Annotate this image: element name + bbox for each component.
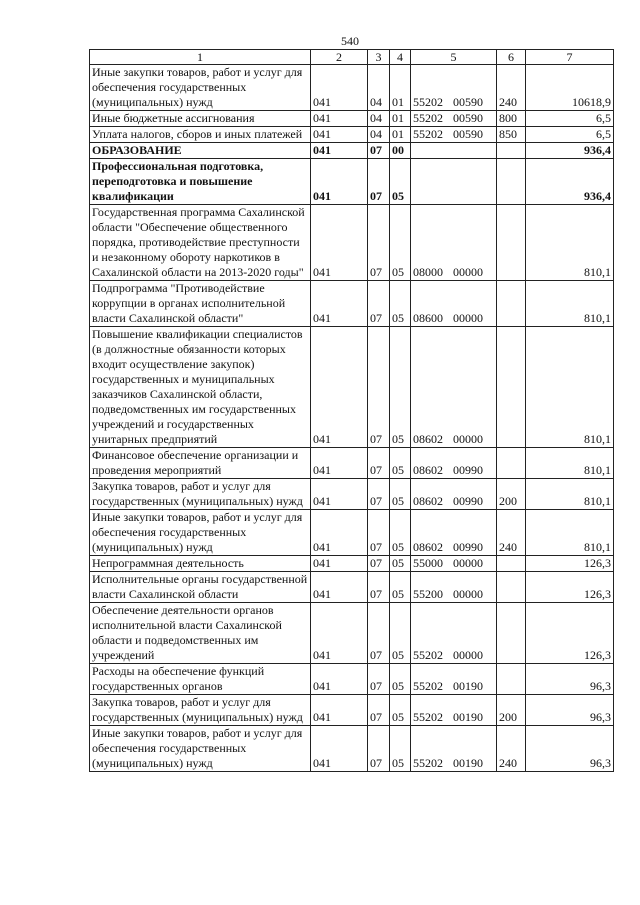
admin-code: 041 (311, 726, 368, 772)
admin-code: 041 (311, 281, 368, 327)
table-row (90, 65, 614, 111)
table-row (90, 205, 614, 281)
admin-code: 041 (311, 603, 368, 664)
section-code: 04 (368, 65, 390, 111)
target-code-part2: 00190 (453, 756, 483, 770)
table-row (90, 448, 614, 479)
amount: 6,5 (526, 111, 614, 127)
target-code-part1: 08600 (413, 311, 443, 325)
expense-type-code (497, 159, 526, 205)
admin-code: 041 (311, 327, 368, 448)
target-code-part2: 00190 (453, 710, 483, 724)
target-article-code (411, 556, 497, 572)
table-row (90, 726, 614, 772)
target-code-part1: 08602 (413, 432, 443, 446)
target-article-code (411, 603, 497, 664)
subsection-code: 05 (390, 695, 411, 726)
row-name: Иные закупки товаров, работ и услуг для обеспечения государственных (муниципальных) нужд (90, 65, 311, 111)
table-row (90, 111, 614, 127)
admin-code: 041 (311, 205, 368, 281)
expense-type-code (497, 572, 526, 603)
row-name: Исполнительные органы государственной власти Сахалинской области (90, 572, 311, 603)
expense-type-code: 240 (497, 65, 526, 111)
target-article-code (411, 143, 497, 159)
expense-type-code: 850 (497, 127, 526, 143)
section-code: 07 (368, 205, 390, 281)
target-article-code (411, 111, 497, 127)
target-article-code (411, 479, 497, 510)
budget-table (89, 49, 614, 772)
target-code-part1: 55202 (413, 648, 443, 662)
subsection-code: 05 (390, 479, 411, 510)
subsection-code: 01 (390, 65, 411, 111)
expense-type-code (497, 603, 526, 664)
target-code-part1: 08602 (413, 463, 443, 477)
header-row (90, 50, 614, 65)
section-code: 07 (368, 726, 390, 772)
table-row (90, 572, 614, 603)
target-article-code (411, 448, 497, 479)
row-name: Подпрограмма "Противодействие коррупции в органах исполнительной власти Сахалинской области" (90, 281, 311, 327)
table-row (90, 127, 614, 143)
target-article-code (411, 127, 497, 143)
page-number: 540 (341, 34, 359, 48)
target-article-code (411, 695, 497, 726)
target-code-part1: 08602 (413, 540, 443, 554)
section-code: 04 (368, 111, 390, 127)
subsection-code: 05 (390, 205, 411, 281)
admin-code: 041 (311, 479, 368, 510)
subsection-code: 05 (390, 159, 411, 205)
row-name: Финансовое обеспечение организации и проведения мероприятий (90, 448, 311, 479)
header-cell: 1 (90, 50, 311, 65)
subsection-code: 05 (390, 510, 411, 556)
target-code-part1: 55202 (413, 679, 443, 693)
amount: 810,1 (526, 510, 614, 556)
table-row (90, 603, 614, 664)
expense-type-code (497, 327, 526, 448)
row-name: Обеспечение деятельности органов исполнительной власти Сахалинской области и подведомственных им учреждений (90, 603, 311, 664)
header-cell: 3 (368, 50, 390, 65)
target-code-part2: 00590 (453, 127, 483, 141)
row-name: Расходы на обеспечение функций государственных органов (90, 664, 311, 695)
subsection-code: 05 (390, 281, 411, 327)
target-article-code (411, 159, 497, 205)
admin-code: 041 (311, 664, 368, 695)
row-name: Закупка товаров, работ и услуг для государственных (муниципальных) нужд (90, 479, 311, 510)
table-row (90, 479, 614, 510)
target-article-code (411, 65, 497, 111)
table-row (90, 664, 614, 695)
row-name: Повышение квалификации специалистов (в должностные обязанности которых входит осуществление закупок) государственных и муниципальных заказчиков Сахалинской области, подведомственных им государственных учреждений и государственных унитарных предприятий (90, 327, 311, 448)
target-code-part1: 55202 (413, 111, 443, 125)
expense-type-code: 200 (497, 479, 526, 510)
target-code-part1: 55202 (413, 710, 443, 724)
expense-type-code (497, 205, 526, 281)
target-code-part1: 55202 (413, 756, 443, 770)
header-cell: 2 (311, 50, 368, 65)
target-code-part2: 00000 (453, 648, 483, 662)
admin-code: 041 (311, 572, 368, 603)
amount: 126,3 (526, 572, 614, 603)
row-name: Закупка товаров, работ и услуг для государственных (муниципальных) нужд (90, 695, 311, 726)
amount: 6,5 (526, 127, 614, 143)
target-article-code (411, 281, 497, 327)
amount: 96,3 (526, 695, 614, 726)
amount: 10618,9 (526, 65, 614, 111)
header-cell: 5 (411, 50, 497, 65)
row-name: Непрограммная деятельность (90, 556, 311, 572)
admin-code: 041 (311, 143, 368, 159)
amount: 96,3 (526, 726, 614, 772)
table-row (90, 281, 614, 327)
target-code-part1: 55000 (413, 556, 443, 570)
table-row (90, 510, 614, 556)
section-code: 07 (368, 327, 390, 448)
row-name: Иные закупки товаров, работ и услуг для обеспечения государственных (муниципальных) нужд (90, 726, 311, 772)
target-code-part1: 08602 (413, 494, 443, 508)
target-code-part2: 00000 (453, 432, 483, 446)
table-row (90, 695, 614, 726)
row-name: ОБРАЗОВАНИЕ (90, 143, 311, 159)
subsection-code: 01 (390, 127, 411, 143)
section-code: 07 (368, 510, 390, 556)
section-code: 07 (368, 664, 390, 695)
table-row (90, 327, 614, 448)
section-code: 07 (368, 143, 390, 159)
header-cell: 7 (526, 50, 614, 65)
target-code-part2: 00190 (453, 679, 483, 693)
amount: 810,1 (526, 205, 614, 281)
section-code: 07 (368, 695, 390, 726)
admin-code: 041 (311, 127, 368, 143)
section-code: 07 (368, 159, 390, 205)
expense-type-code: 240 (497, 726, 526, 772)
amount: 126,3 (526, 556, 614, 572)
expense-type-code (497, 556, 526, 572)
target-article-code (411, 726, 497, 772)
target-code-part2: 00000 (453, 587, 483, 601)
amount: 936,4 (526, 143, 614, 159)
target-code-part2: 00990 (453, 463, 483, 477)
section-code: 07 (368, 479, 390, 510)
admin-code: 041 (311, 510, 368, 556)
target-code-part2: 00000 (453, 265, 483, 279)
table-row (90, 556, 614, 572)
target-article-code (411, 664, 497, 695)
section-code: 07 (368, 448, 390, 479)
expense-type-code (497, 664, 526, 695)
admin-code: 041 (311, 448, 368, 479)
table-row (90, 159, 614, 205)
amount: 936,4 (526, 159, 614, 205)
admin-code: 041 (311, 556, 368, 572)
header-cell: 6 (497, 50, 526, 65)
target-article-code (411, 205, 497, 281)
admin-code: 041 (311, 111, 368, 127)
amount: 810,1 (526, 479, 614, 510)
expense-type-code: 800 (497, 111, 526, 127)
amount: 126,3 (526, 603, 614, 664)
target-article-code (411, 327, 497, 448)
subsection-code: 05 (390, 603, 411, 664)
row-name: Государственная программа Сахалинской области "Обеспечение общественного порядка, противодействие преступности и незаконному обороту наркотиков в Сахалинской области на 2013-2020 годы" (90, 205, 311, 281)
target-article-code (411, 510, 497, 556)
row-name: Уплата налогов, сборов и иных платежей (90, 127, 311, 143)
header-cell: 4 (390, 50, 411, 65)
target-code-part1: 55202 (413, 127, 443, 141)
target-code-part2: 00590 (453, 95, 483, 109)
subsection-code: 05 (390, 556, 411, 572)
target-code-part2: 00000 (453, 311, 483, 325)
expense-type-code: 200 (497, 695, 526, 726)
subsection-code: 05 (390, 327, 411, 448)
admin-code: 041 (311, 695, 368, 726)
expense-type-code (497, 281, 526, 327)
subsection-code: 05 (390, 448, 411, 479)
target-code-part2: 00990 (453, 494, 483, 508)
table-row (90, 143, 614, 159)
row-name: Профессиональная подготовка, переподготовка и повышение квалификации (90, 159, 311, 205)
expense-type-code: 240 (497, 510, 526, 556)
section-code: 07 (368, 572, 390, 603)
target-code-part2: 00590 (453, 111, 483, 125)
amount: 96,3 (526, 664, 614, 695)
row-name: Иные бюджетные ассигнования (90, 111, 311, 127)
section-code: 07 (368, 281, 390, 327)
row-name: Иные закупки товаров, работ и услуг для обеспечения государственных (муниципальных) нужд (90, 510, 311, 556)
admin-code: 041 (311, 159, 368, 205)
expense-type-code (497, 143, 526, 159)
target-code-part1: 55200 (413, 587, 443, 601)
subsection-code: 05 (390, 572, 411, 603)
target-code-part2: 00000 (453, 556, 483, 570)
subsection-code: 05 (390, 664, 411, 695)
target-code-part1: 55202 (413, 95, 443, 109)
section-code: 07 (368, 556, 390, 572)
amount: 810,1 (526, 448, 614, 479)
target-code-part1: 08000 (413, 265, 443, 279)
subsection-code: 05 (390, 726, 411, 772)
amount: 810,1 (526, 281, 614, 327)
amount: 810,1 (526, 327, 614, 448)
section-code: 07 (368, 603, 390, 664)
target-code-part2: 00990 (453, 540, 483, 554)
section-code: 04 (368, 127, 390, 143)
expense-type-code (497, 448, 526, 479)
table-body (90, 65, 614, 772)
subsection-code: 01 (390, 111, 411, 127)
subsection-code: 00 (390, 143, 411, 159)
target-article-code (411, 572, 497, 603)
admin-code: 041 (311, 65, 368, 111)
